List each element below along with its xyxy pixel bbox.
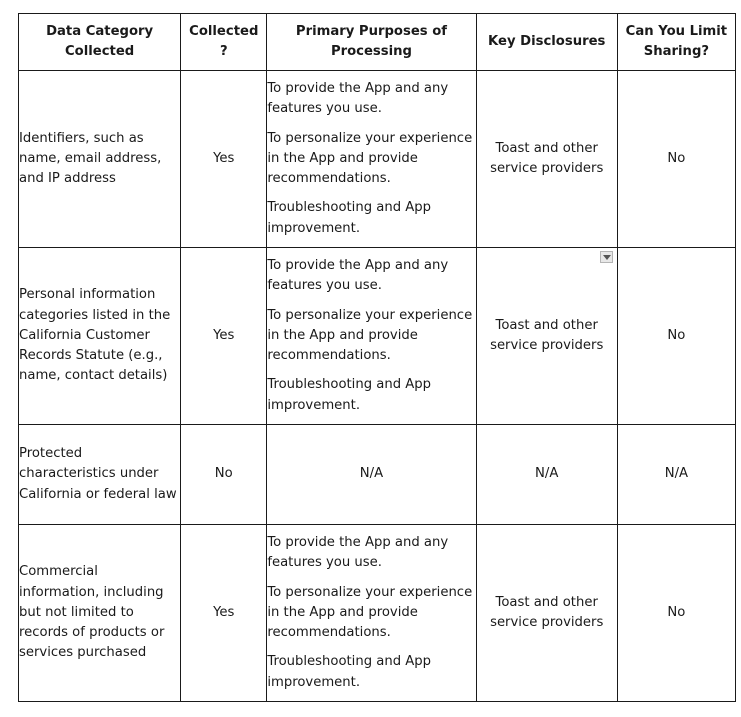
purpose-item: Troubleshooting and App improvement. bbox=[267, 200, 432, 236]
disclosures-cell: Toast and other service providers bbox=[476, 71, 617, 248]
dropdown-arrow-icon[interactable] bbox=[600, 251, 613, 263]
header-collected: Collected ? bbox=[181, 14, 267, 71]
purposes-cell: N/A bbox=[267, 425, 476, 525]
purpose-item: Troubleshooting and App improvement. bbox=[267, 377, 432, 413]
collected-cell: Yes bbox=[181, 71, 267, 248]
limit-sharing-cell: No bbox=[617, 248, 735, 425]
category-cell: Personal information categories listed in the California Customer Records Statute (e.g., name, contact details) bbox=[19, 248, 181, 425]
purpose-item: To personalize your experience in the App and provide recommendations. bbox=[267, 130, 473, 187]
purpose-item: To provide the App and any features you use. bbox=[267, 81, 449, 117]
purposes-cell bbox=[267, 248, 476, 425]
limit-sharing-cell: N/A bbox=[617, 425, 735, 525]
category-cell: Commercial information, including but not limited to records of products or services purchased bbox=[19, 525, 181, 702]
collected-cell: Yes bbox=[181, 525, 267, 702]
disclosures-cell: Toast and other service providers bbox=[476, 525, 617, 702]
table-row bbox=[19, 425, 736, 525]
data-collection-table bbox=[18, 13, 736, 702]
disclosures-text: Toast and other service providers bbox=[490, 317, 604, 353]
header-row bbox=[19, 14, 736, 71]
purpose-item: To provide the App and any features you use. bbox=[267, 535, 449, 571]
purpose-item: To provide the App and any features you use. bbox=[267, 258, 449, 294]
table-row bbox=[19, 71, 736, 248]
header-key-disclosures: Key Disclosures bbox=[476, 14, 617, 71]
purpose-item: Troubleshooting and App improvement. bbox=[267, 654, 432, 690]
collected-cell: Yes bbox=[181, 248, 267, 425]
table-row bbox=[19, 248, 736, 425]
purposes-cell bbox=[267, 525, 476, 702]
disclosures-cell bbox=[476, 248, 617, 425]
header-can-limit-sharing: Can You Limit Sharing? bbox=[617, 14, 735, 71]
purpose-item: To personalize your experience in the App and provide recommendations. bbox=[267, 307, 473, 364]
collected-cell: No bbox=[181, 425, 267, 525]
purposes-cell bbox=[267, 71, 476, 248]
disclosures-cell: N/A bbox=[476, 425, 617, 525]
header-data-category: Data Category Collected bbox=[19, 14, 181, 71]
limit-sharing-cell: No bbox=[617, 71, 735, 248]
limit-sharing-cell: No bbox=[617, 525, 735, 702]
header-primary-purposes: Primary Purposes of Processing bbox=[267, 14, 476, 71]
category-cell: Protected characteristics under California or federal law bbox=[19, 425, 181, 525]
purpose-item: To personalize your experience in the App and provide recommendations. bbox=[267, 584, 473, 641]
category-cell: Identifiers, such as name, email address, and IP address bbox=[19, 71, 181, 248]
table-row bbox=[19, 525, 736, 702]
